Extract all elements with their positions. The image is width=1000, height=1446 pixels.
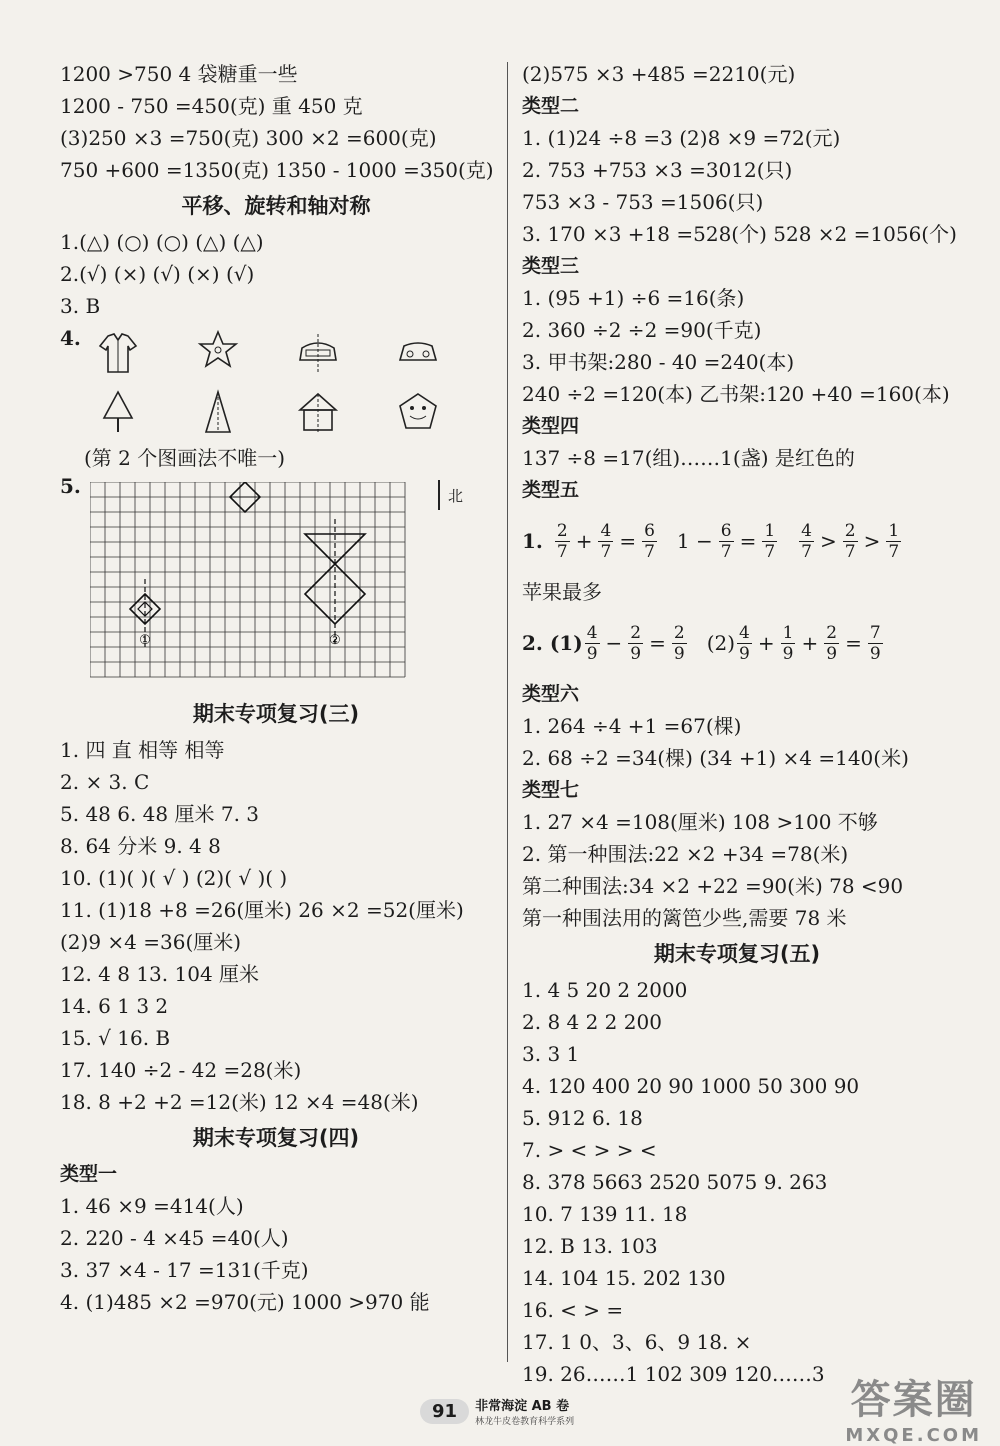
answer-line: 14. 6 1 3 2 — [60, 994, 169, 1018]
section-title: 期末专项复习(四) — [192, 1126, 360, 1150]
answer-line: 第二种围法:34 ×2 +22 =90(米) 78 <90 — [522, 874, 904, 898]
watermark-bottom: MXQE.COM — [845, 1425, 982, 1446]
q2-label: 2. (1) — [522, 631, 583, 655]
answer-line: (2)9 ×4 =36(厘米) — [60, 930, 242, 954]
answer-line: 8. 64 分米 9. 4 8 — [60, 834, 221, 858]
figure-row-1 — [94, 322, 442, 382]
answer-line: 1. (95 +1) ÷6 =16(条) — [522, 286, 745, 310]
answer-line: 11. (1)18 +8 =26(厘米) 26 ×2 =52(厘米) — [60, 898, 464, 922]
note-line: (第 2 个图画法不唯一) — [84, 446, 286, 470]
tree-icon — [94, 388, 142, 436]
answer-line: 5. 48 6. 48 厘米 7. 3 — [60, 802, 260, 826]
marker-1: ① — [139, 633, 151, 648]
answer-line: 8. 378 5663 2520 5075 9. 263 — [522, 1170, 828, 1194]
answer-line: 137 ÷8 =17(组)……1(盏) 是红色的 — [522, 446, 855, 470]
answer-line: 2. 360 ÷2 ÷2 =90(千克) — [522, 318, 762, 342]
watermark-logo — [845, 1368, 982, 1446]
q5-label: 5. — [60, 474, 81, 498]
series-subtitle: 林龙牛皮卷教育科学系列 — [475, 1417, 575, 1427]
section-title: 期末专项复习(五) — [653, 942, 821, 966]
answer-line: 2. 220 - 4 ×45 =40(人) — [60, 1226, 289, 1250]
answer-line: 4. 120 400 20 90 1000 50 300 90 — [522, 1074, 860, 1098]
page-number: 91 — [420, 1399, 469, 1424]
answer-line: (2)575 ×3 +485 =2210(元) — [522, 62, 796, 86]
star-icon — [194, 328, 242, 376]
right-column — [522, 58, 957, 1390]
tower-icon — [194, 388, 242, 436]
answer-line: 16. < > = — [522, 1298, 624, 1322]
answer-line: 10. (1)( )( √ ) (2)( √ )( ) — [60, 866, 288, 890]
q5-grid-block — [60, 474, 492, 694]
page-footer — [420, 1395, 574, 1427]
series-title: 非常海淀 AB 卷 — [475, 1399, 570, 1414]
answer-line: 3. 甲书架:280 - 40 =240(本) — [522, 350, 795, 374]
north-arrow-icon — [438, 480, 440, 510]
car-front-icon — [294, 328, 342, 376]
type-heading: 类型四 — [522, 415, 580, 437]
answer-line: 753 ×3 - 753 =1506(只) — [522, 190, 764, 214]
north-indicator — [438, 480, 463, 510]
type-heading: 类型七 — [522, 779, 580, 801]
answer-line: 苹果最多 — [522, 580, 602, 604]
answer-line: (3)250 ×3 =750(克) 300 ×2 =600(克) — [60, 126, 437, 150]
north-label: 北 — [448, 486, 464, 505]
type-heading: 类型六 — [522, 683, 580, 705]
section-title: 期末专项复习(三) — [192, 702, 360, 726]
answer-line: 3. 170 ×3 +18 =528(个) 528 ×2 =1056(个) — [522, 222, 957, 246]
fraction-expression: 4 9 − 2 9 = 2 9 — [586, 622, 685, 664]
answer-line: 12. B 13. 103 — [522, 1234, 658, 1258]
fraction-answer-1 — [522, 506, 952, 576]
square-grid — [90, 482, 410, 690]
fraction-expression: 4 7 > 2 7 > 1 7 — [801, 520, 900, 562]
fraction-expression: 4 9 + 1 9 + 2 9 = 7 9 — [739, 622, 881, 664]
car-icon — [394, 328, 442, 376]
watermark-top: 答案圈 — [850, 1377, 977, 1423]
answer-line: 750 +600 =1350(克) 1350 - 1000 =350(克) — [60, 158, 494, 182]
answer-line: 3. 37 ×4 - 17 =131(千克) — [60, 1258, 309, 1282]
answer-line: 1. 四 直 相等 相等 — [60, 738, 225, 762]
answer-line: 17. 140 ÷2 - 42 =28(米) — [60, 1058, 302, 1082]
answer-line: 14. 104 15. 202 130 — [522, 1266, 726, 1290]
marker-2: ② — [329, 633, 341, 648]
answer-line: 2. 68 ÷2 =34(棵) (34 +1) ×4 =140(米) — [522, 746, 909, 770]
answer-line: 3. B — [60, 294, 101, 318]
q2-part2-label: (2) — [706, 631, 736, 655]
type-heading: 类型一 — [60, 1163, 118, 1185]
q1-label: 1. — [522, 529, 543, 553]
answer-line: 12. 4 8 13. 104 厘米 — [60, 962, 260, 986]
answer-line: 1. 4 5 20 2 2000 — [522, 978, 688, 1002]
left-column — [60, 58, 492, 1318]
type-heading: 类型五 — [522, 479, 580, 501]
answer-line: 15. √ 16. B — [60, 1026, 171, 1050]
figure-row-2 — [94, 382, 442, 442]
q4-figures — [60, 322, 492, 442]
answer-line: 3. 3 1 — [522, 1042, 580, 1066]
answer-line: 19. 26……1 102 309 120……3 — [522, 1362, 825, 1386]
answer-line: 18. 8 +2 +2 =12(米) 12 ×4 =48(米) — [60, 1090, 419, 1114]
column-divider — [507, 62, 508, 1362]
answer-line: 17. 1 0、3、6、9 18. × — [522, 1330, 752, 1354]
section-title: 平移、旋转和轴对称 — [181, 194, 371, 218]
answer-line: 1. (1)24 ÷8 =3 (2)8 ×9 =72(元) — [522, 126, 841, 150]
answer-line: 5. 912 6. 18 — [522, 1106, 643, 1130]
answer-line: 1.(△) (○) (○) (△) (△) — [60, 230, 264, 254]
answer-line: 2.(√) (×) (√) (×) (√) — [60, 262, 255, 286]
series-brand — [475, 1395, 574, 1427]
answer-line: 2. 753 +753 ×3 =3012(只) — [522, 158, 793, 182]
type-heading: 类型二 — [522, 95, 580, 117]
answer-line: 1200 >750 4 袋糖重一些 — [60, 62, 298, 86]
answer-line: 10. 7 139 11. 18 — [522, 1202, 688, 1226]
face-icon — [394, 388, 442, 436]
answer-line: 1. 264 ÷4 +1 =67(棵) — [522, 714, 742, 738]
answer-line: 4. (1)485 ×2 =970(元) 1000 >970 能 — [60, 1290, 430, 1314]
answer-line: 240 ÷2 =120(本) 乙书架:120 +40 =160(本) — [522, 382, 950, 406]
type-heading: 类型三 — [522, 255, 580, 277]
fraction-expression: 2 7 + 4 7 = 6 7 — [556, 520, 655, 562]
answer-line: 第一种围法用的篱笆少些,需要 78 米 — [522, 906, 847, 930]
shirt-icon — [94, 328, 142, 376]
fraction-answer-2 — [522, 608, 952, 678]
answer-line: 2. 第一种围法:22 ×2 +34 =78(米) — [522, 842, 849, 866]
answer-line: 7. > < > > < — [522, 1138, 657, 1162]
house-icon — [294, 388, 342, 436]
q4-label: 4. — [60, 326, 81, 350]
answer-line: 1200 - 750 =450(克) 重 450 克 — [60, 94, 363, 118]
answer-line: 1. 27 ×4 =108(厘米) 108 >100 不够 — [522, 810, 878, 834]
fraction-expression: 1 − 6 7 = 1 7 — [676, 520, 776, 562]
answer-line: 2. 8 4 2 2 200 — [522, 1010, 662, 1034]
answer-line: 2. × 3. C — [60, 770, 150, 794]
answer-line: 1. 46 ×9 =414(人) — [60, 1194, 244, 1218]
